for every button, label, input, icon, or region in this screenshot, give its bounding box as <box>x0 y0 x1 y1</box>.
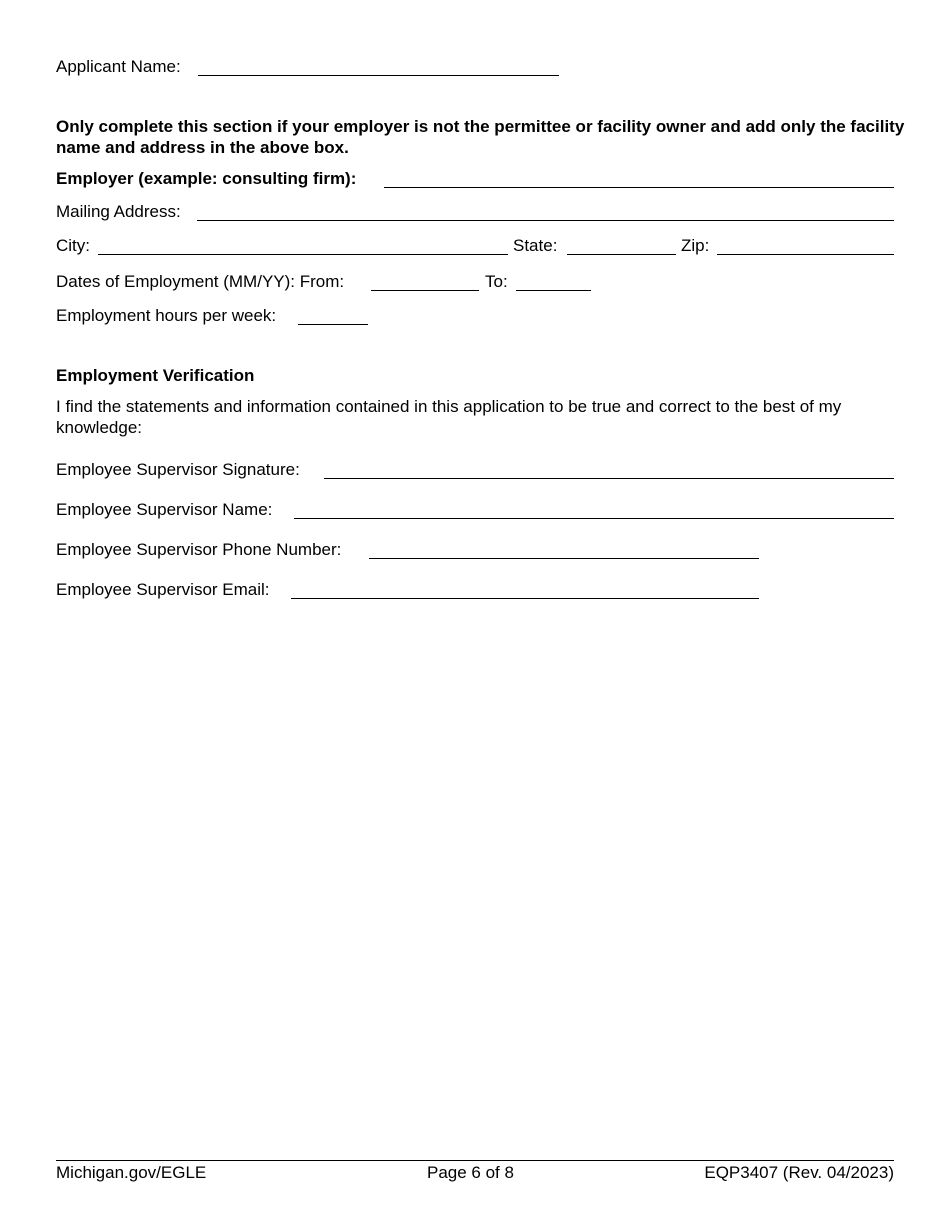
supervisor-phone-field[interactable] <box>369 540 759 559</box>
dates-from-field[interactable] <box>371 272 479 291</box>
dates-from-label: Dates of Employment (MM/YY): From: <box>56 272 345 291</box>
mailing-address-field[interactable] <box>197 202 894 221</box>
supervisor-email-field[interactable] <box>291 580 759 599</box>
supervisor-name-label: Employee Supervisor Name: <box>56 500 273 519</box>
verification-statement: I find the statements and information contained in this application to be true and correct to the best of my knowledge: <box>56 397 842 437</box>
hours-label: Employment hours per week: <box>56 306 277 325</box>
dates-to-label: To: <box>485 272 508 291</box>
mailing-address-label: Mailing Address: <box>56 202 181 221</box>
city-label: City: <box>56 236 90 255</box>
hours-field[interactable] <box>298 306 368 325</box>
supervisor-phone-label: Employee Supervisor Phone Number: <box>56 540 342 559</box>
supervisor-signature-field[interactable] <box>324 460 894 479</box>
employer-field[interactable] <box>384 169 894 188</box>
footer-rule <box>56 1160 894 1161</box>
employer-label: Employer (example: consulting firm): <box>56 169 357 188</box>
city-field[interactable] <box>98 236 508 255</box>
state-label: State: <box>513 236 558 255</box>
supervisor-signature-label: Employee Supervisor Signature: <box>56 460 300 479</box>
state-field[interactable] <box>567 236 676 255</box>
zip-field[interactable] <box>717 236 894 255</box>
supervisor-email-label: Employee Supervisor Email: <box>56 580 270 599</box>
footer-form-id: EQP3407 (Rev. 04/2023) <box>704 1163 894 1182</box>
footer-website: Michigan.gov/EGLE <box>56 1163 207 1182</box>
verification-heading: Employment Verification <box>56 366 255 385</box>
supervisor-name-field[interactable] <box>294 500 894 519</box>
applicant-name-field[interactable] <box>198 57 559 76</box>
instruction-text: Only complete this section if your employer is not the permittee or facility owner and add only the facility name and address in the above box. <box>56 117 905 157</box>
applicant-name-label: Applicant Name: <box>56 57 181 76</box>
zip-label: Zip: <box>681 236 710 255</box>
footer-page-number: Page 6 of 8 <box>427 1163 514 1182</box>
dates-to-field[interactable] <box>516 272 591 291</box>
city-state-zip-row <box>56 236 896 258</box>
